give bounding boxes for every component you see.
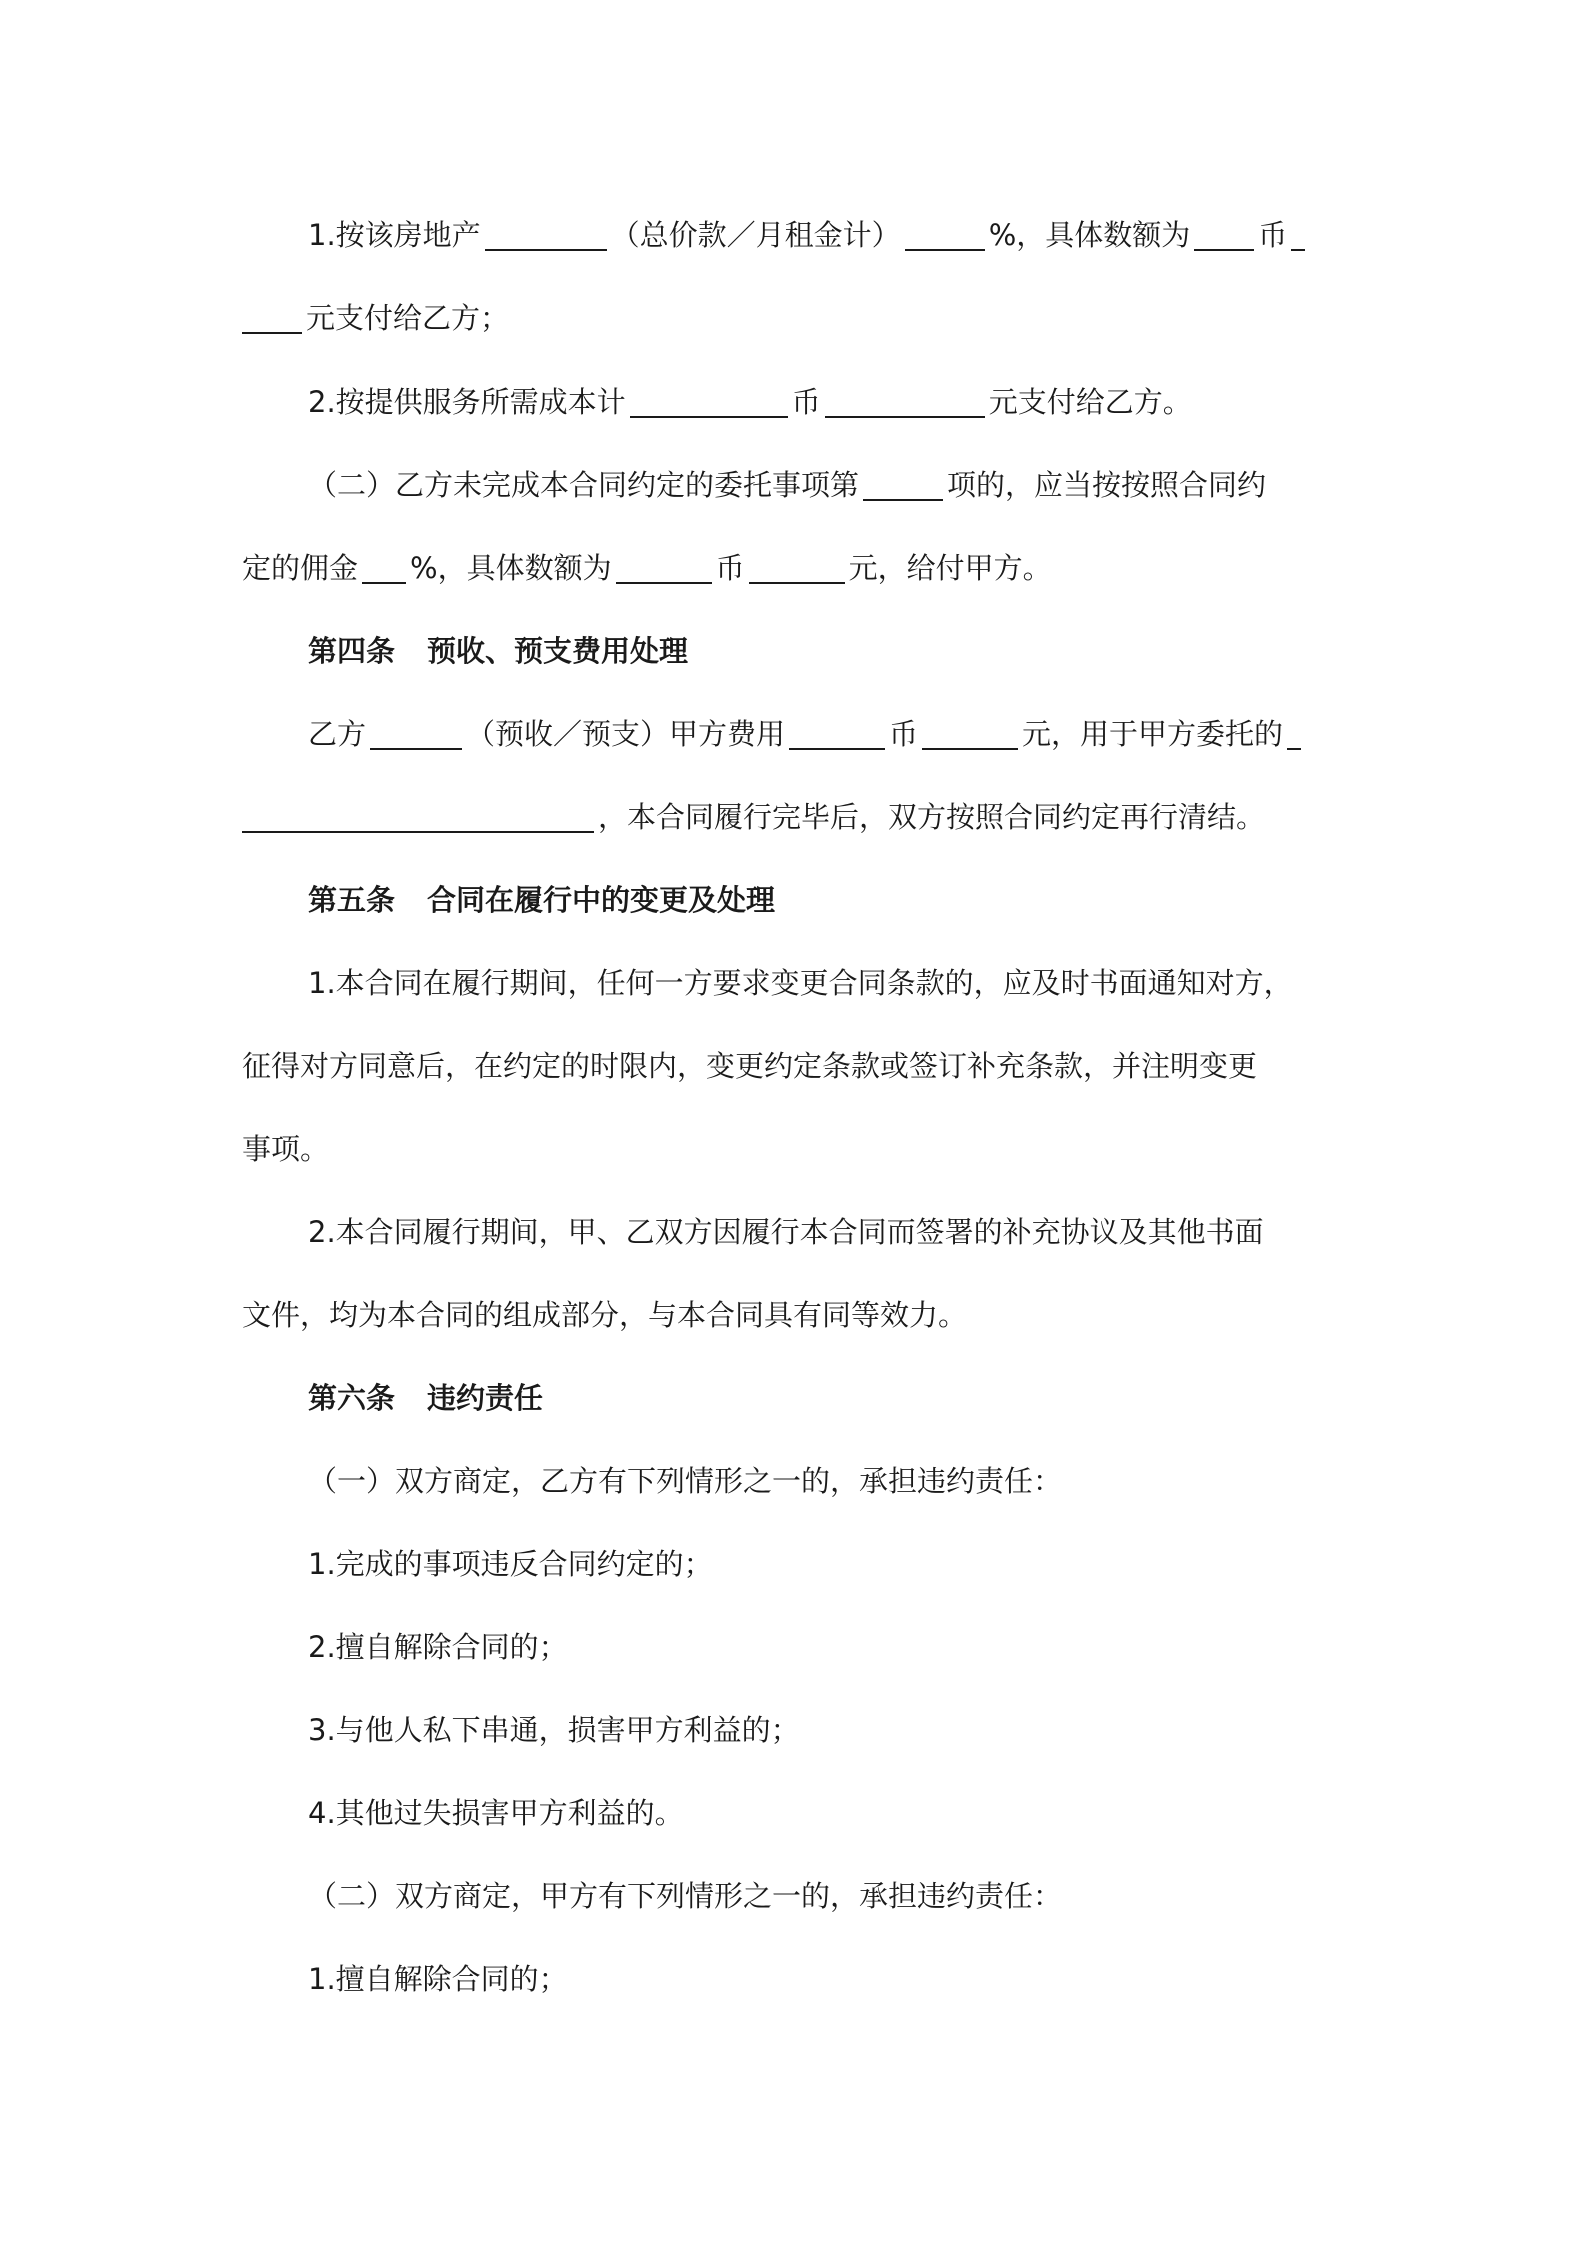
text-segment: 币: [889, 717, 919, 751]
text-line: [308, 205, 1418, 265]
text-segment: （预收／预支）甲方费用: [466, 717, 786, 751]
blank-field[interactable]: [789, 708, 885, 750]
text-line: [308, 372, 1418, 432]
blank-field[interactable]: [1194, 209, 1254, 251]
blank-field[interactable]: [370, 708, 462, 750]
heading-number: 第六条: [308, 1381, 396, 1415]
text-segment: 元支付给乙方；: [306, 301, 510, 335]
text-segment: %，具体数额为: [410, 551, 612, 585]
text-line: （二）双方商定，甲方有下列情形之一的，承担违约责任：: [308, 1879, 1063, 1913]
text-line: 征得对方同意后，在约定的时限内，变更约定条款或签订补充条款，并注明变更: [242, 1049, 1258, 1083]
text-segment: 元支付给乙方。: [988, 385, 1192, 419]
heading-number: 第四条: [308, 634, 396, 668]
text-segment: 项的，应当按按照合同约: [947, 468, 1267, 502]
text-line: [242, 538, 1352, 598]
text-line: 4.其他过失损害甲方利益的。: [308, 1796, 684, 1830]
text-segment: （二）乙方未完成本合同约定的委托事项第: [308, 468, 860, 502]
heading-title: 违约责任: [427, 1381, 544, 1415]
text-line: 文件，均为本合同的组成部分，与本合同具有同等效力。: [242, 1298, 968, 1332]
blank-field[interactable]: [863, 459, 943, 501]
blank-field[interactable]: [362, 542, 406, 584]
text-line: 1.完成的事项违反合同约定的；: [308, 1547, 713, 1581]
section-heading: [308, 870, 1418, 930]
blank-field[interactable]: [242, 292, 302, 334]
text-segment: 元，给付甲方。: [848, 551, 1052, 585]
text-segment: 币: [715, 551, 745, 585]
blank-field[interactable]: [242, 791, 594, 833]
blank-field[interactable]: [922, 708, 1018, 750]
text-segment: 2.按提供服务所需成本计: [308, 385, 626, 419]
blank-field[interactable]: [825, 376, 985, 418]
blank-field[interactable]: [1291, 209, 1305, 251]
text-line: [308, 455, 1418, 515]
text-line: （一）双方商定，乙方有下列情形之一的，承担违约责任：: [308, 1464, 1063, 1498]
text-segment: 乙方: [308, 717, 367, 751]
blank-field[interactable]: [1287, 708, 1301, 750]
text-segment: 1.按该房地产: [308, 218, 481, 252]
text-line: 1.本合同在履行期间，任何一方要求变更合同条款的，应及时书面通知对方，: [308, 966, 1293, 1000]
text-line: [308, 704, 1418, 764]
heading-title: 合同在履行中的变更及处理: [427, 883, 776, 917]
section-heading: [308, 1368, 1418, 1428]
blank-field[interactable]: [485, 209, 607, 251]
text-segment: 币: [791, 385, 821, 419]
heading-number: 第五条: [308, 883, 396, 917]
text-segment: ，本合同履行完毕后，双方按照合同约定再行清结。: [598, 800, 1266, 834]
section-heading: [308, 621, 1418, 681]
blank-field[interactable]: [749, 542, 845, 584]
text-line: 2.擅自解除合同的；: [308, 1630, 568, 1664]
blank-field[interactable]: [905, 209, 985, 251]
text-segment: 币: [1258, 218, 1288, 252]
text-line: 3.与他人私下串通，损害甲方利益的；: [308, 1713, 800, 1747]
text-segment: 定的佣金: [242, 551, 359, 585]
text-line: 2.本合同履行期间，甲、乙双方因履行本合同而签署的补充协议及其他书面: [308, 1215, 1264, 1249]
blank-field[interactable]: [630, 376, 788, 418]
text-line: [242, 787, 1352, 847]
blank-field[interactable]: [616, 542, 712, 584]
text-segment: 元，用于甲方委托的: [1022, 717, 1284, 751]
heading-title: 预收、预支费用处理: [427, 634, 689, 668]
text-segment: %，具体数额为: [988, 218, 1191, 252]
text-line: 事项。: [242, 1132, 330, 1166]
text-line: [242, 288, 1352, 348]
text-line: 1.擅自解除合同的；: [308, 1962, 568, 1996]
text-segment: （总价款／月租金计）: [610, 218, 901, 252]
